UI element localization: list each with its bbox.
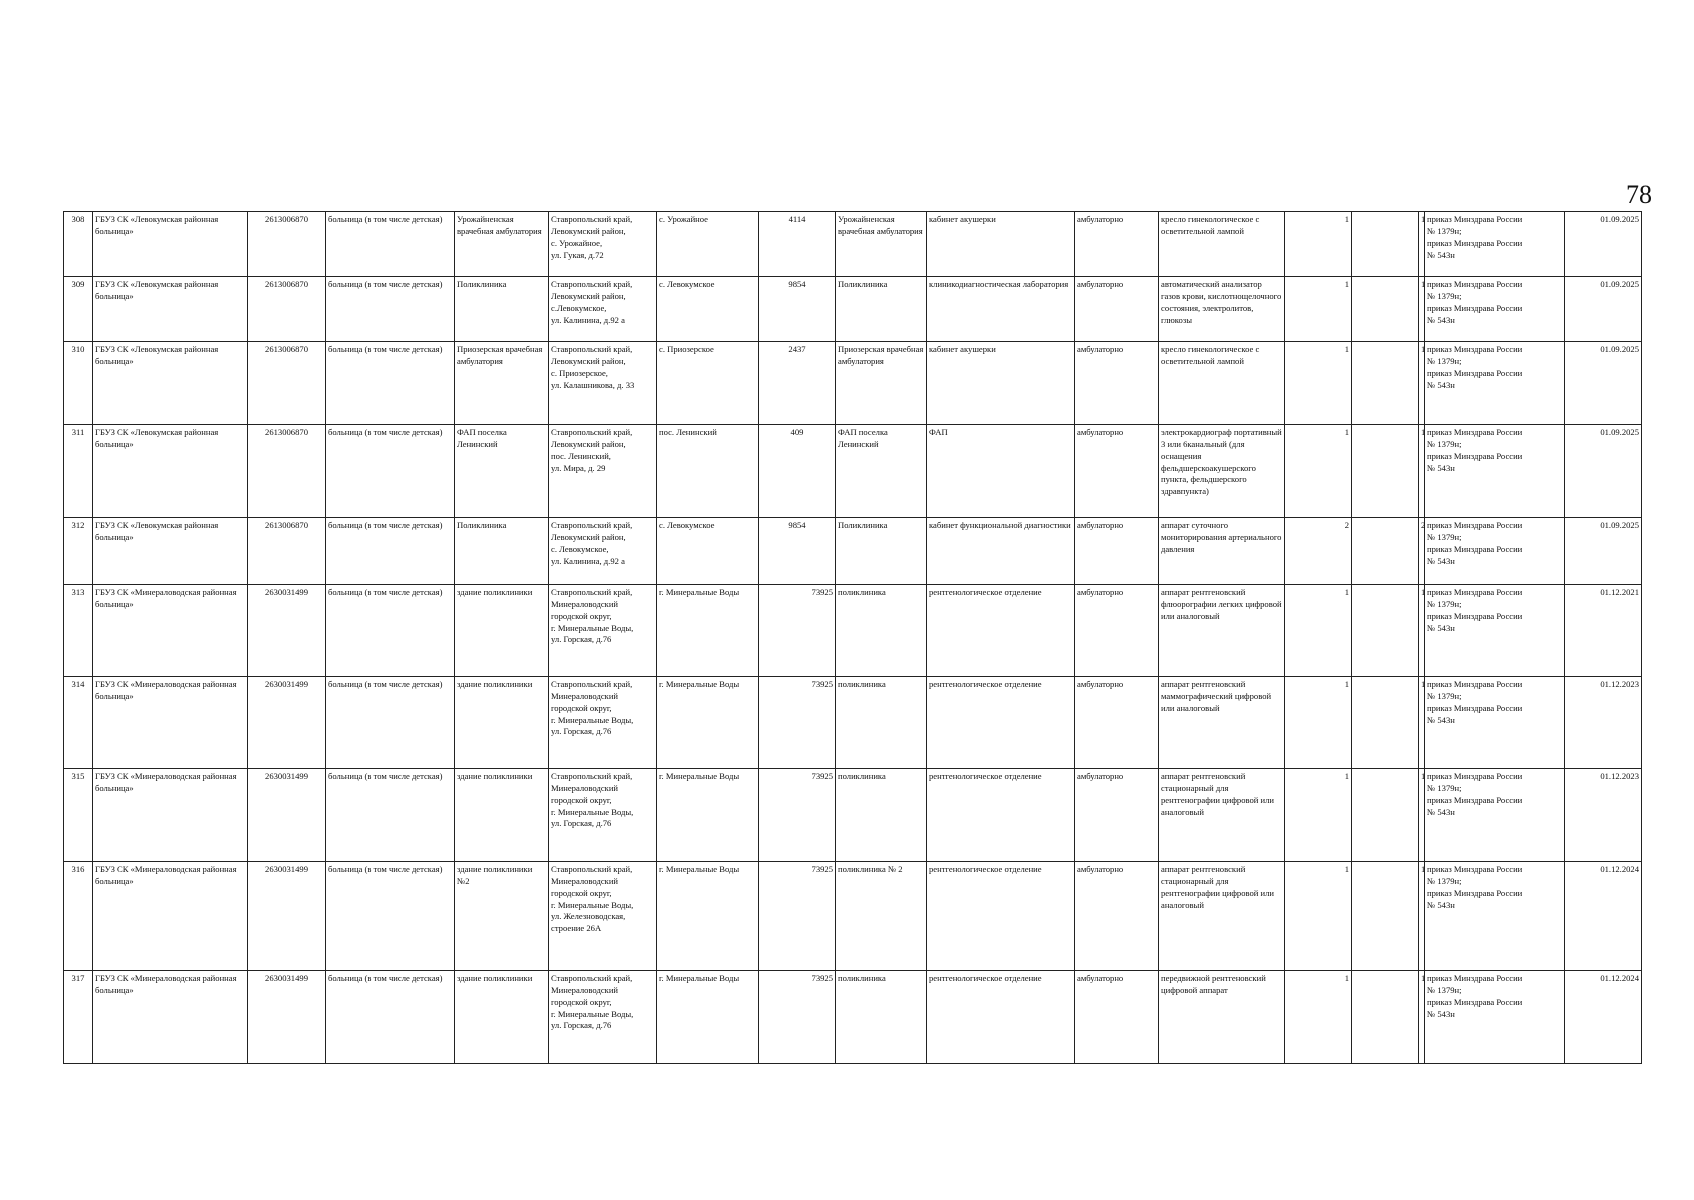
address-cell: Ставропольский край, Минераловодский городской округ, г. Минеральные Воды, ул. Железноводская, строение 26А	[549, 862, 657, 971]
table-row	[64, 277, 1642, 342]
equipment-cell: аппарат рентгеновский флюорографии легких цифровой или аналоговый	[1159, 585, 1285, 677]
building-cell: Поликлиника	[455, 277, 549, 342]
quantity-total-cell: 2	[1419, 518, 1425, 585]
order-cell: приказ Минздрава России № 1379н; приказ Минздрава России № 543н	[1425, 212, 1565, 277]
quantity-cell: 1	[1285, 971, 1352, 1064]
equipment-cell: автоматический анализатор газов крови, кислотнощелочного состояния, электролитов, глюкозы	[1159, 277, 1285, 342]
table-row	[64, 425, 1642, 518]
quantity-blank-cell	[1352, 425, 1419, 518]
settlement-cell: г. Минеральные Воды	[657, 585, 759, 677]
care-mode-cell: амбулаторно	[1075, 518, 1159, 585]
facility-type-cell: больница (в том числе детская)	[326, 769, 455, 862]
quantity-cell: 1	[1285, 342, 1352, 425]
equipment-cell: электрокардиограф портативный 3 или 6канальный (для оснащения фельдшерскоакушерского пункта, фельдшерского здравпункта)	[1159, 425, 1285, 518]
equipment-cell: аппарат рентгеновский маммографический цифровой или аналоговый	[1159, 677, 1285, 769]
date-cell: 01.12.2023	[1565, 677, 1642, 769]
department-cell: кабинет акушерки	[927, 342, 1075, 425]
quantity-blank-cell	[1352, 342, 1419, 425]
equipment-table-wrapper	[63, 211, 1641, 1064]
date-cell: 01.09.2025	[1565, 277, 1642, 342]
settlement-cell: с. Левокумское	[657, 518, 759, 585]
address-cell: Ставропольский край, Минераловодский городской округ, г. Минеральные Воды, ул. Горская, д.76	[549, 769, 657, 862]
facility-type-cell: больница (в том числе детская)	[326, 425, 455, 518]
unit-cell: Поликлиника	[836, 277, 927, 342]
quantity-blank-cell	[1352, 769, 1419, 862]
equipment-cell: аппарат рентгеновский стационарный для рентгенографии цифровой или аналоговый	[1159, 862, 1285, 971]
date-cell: 01.12.2024	[1565, 862, 1642, 971]
unit-cell: поликлиника	[836, 677, 927, 769]
date-cell: 01.09.2025	[1565, 518, 1642, 585]
quantity-blank-cell	[1352, 677, 1419, 769]
quantity-cell: 1	[1285, 585, 1352, 677]
quantity-total-cell: 1	[1419, 212, 1425, 277]
building-cell: ФАП поселка Ленинский	[455, 425, 549, 518]
department-cell: ФАП	[927, 425, 1075, 518]
organization-cell: ГБУЗ СК «Левокумская районная больница»	[93, 212, 248, 277]
table-row	[64, 518, 1642, 585]
address-cell: Ставропольский край, Минераловодский городской округ, г. Минеральные Воды, ул. Горская, д.76	[549, 971, 657, 1064]
unit-cell: поликлиника	[836, 971, 927, 1064]
quantity-blank-cell	[1352, 518, 1419, 585]
quantity-blank-cell	[1352, 971, 1419, 1064]
department-cell: кабинет функциональной диагностики	[927, 518, 1075, 585]
unit-cell: поликлиника № 2	[836, 862, 927, 971]
quantity-total-cell: 1	[1419, 769, 1425, 862]
address-cell: Ставропольский край, Минераловодский городской округ, г. Минеральные Воды, ул. Горская, д.76	[549, 677, 657, 769]
table-row	[64, 212, 1642, 277]
row-number-cell: 315	[64, 769, 93, 862]
organization-cell: ГБУЗ СК «Минераловодская районная больница»	[93, 585, 248, 677]
quantity-cell: 1	[1285, 769, 1352, 862]
date-cell: 01.12.2021	[1565, 585, 1642, 677]
care-mode-cell: амбулаторно	[1075, 769, 1159, 862]
organization-cell: ГБУЗ СК «Левокумская районная больница»	[93, 342, 248, 425]
settlement-cell: с. Левокумское	[657, 277, 759, 342]
facility-type-cell: больница (в том числе детская)	[326, 585, 455, 677]
inn-cell: 2630031499	[248, 769, 326, 862]
department-cell: рентгенологическое отделение	[927, 769, 1075, 862]
row-number-cell: 311	[64, 425, 93, 518]
facility-type-cell: больница (в том числе детская)	[326, 277, 455, 342]
inn-cell: 2630031499	[248, 971, 326, 1064]
order-cell: приказ Минздрава России № 1379н; приказ Минздрава России № 543н	[1425, 769, 1565, 862]
care-mode-cell: амбулаторно	[1075, 971, 1159, 1064]
quantity-blank-cell	[1352, 585, 1419, 677]
population-cell: 73925	[759, 971, 836, 1064]
settlement-cell: с. Урожайное	[657, 212, 759, 277]
equipment-cell: передвижной рентгеновский цифровой аппарат	[1159, 971, 1285, 1064]
population-cell: 73925	[759, 862, 836, 971]
unit-cell: поликлиника	[836, 769, 927, 862]
unit-cell: Приозерская врачебная амбулатория	[836, 342, 927, 425]
settlement-cell: г. Минеральные Воды	[657, 862, 759, 971]
unit-cell: Поликлиника	[836, 518, 927, 585]
department-cell: рентгенологическое отделение	[927, 585, 1075, 677]
building-cell: здание поликлиники	[455, 677, 549, 769]
date-cell: 01.09.2025	[1565, 342, 1642, 425]
row-number-cell: 314	[64, 677, 93, 769]
equipment-cell: кресло гинекологическое с осветительной лампой	[1159, 212, 1285, 277]
care-mode-cell: амбулаторно	[1075, 342, 1159, 425]
order-cell: приказ Минздрава России № 1379н; приказ Минздрава России № 543н	[1425, 277, 1565, 342]
population-cell: 73925	[759, 677, 836, 769]
order-cell: приказ Минздрава России № 1379н; приказ Минздрава России № 543н	[1425, 342, 1565, 425]
date-cell: 01.12.2024	[1565, 971, 1642, 1064]
date-cell: 01.12.2023	[1565, 769, 1642, 862]
quantity-total-cell: 1	[1419, 585, 1425, 677]
table-row	[64, 585, 1642, 677]
care-mode-cell: амбулаторно	[1075, 677, 1159, 769]
equipment-cell: кресло гинекологическое с осветительной лампой	[1159, 342, 1285, 425]
equipment-table	[63, 211, 1642, 1064]
address-cell: Ставропольский край, Левокумский район, с. Приозерское, ул. Калашникова, д. 33	[549, 342, 657, 425]
facility-type-cell: больница (в том числе детская)	[326, 971, 455, 1064]
quantity-total-cell: 1	[1419, 677, 1425, 769]
table-row	[64, 677, 1642, 769]
quantity-cell: 1	[1285, 677, 1352, 769]
population-cell: 9854	[759, 277, 836, 342]
row-number-cell: 312	[64, 518, 93, 585]
unit-cell: Урожайненская врачебная амбулатория	[836, 212, 927, 277]
table-body	[64, 212, 1642, 1064]
organization-cell: ГБУЗ СК «Минераловодская районная больница»	[93, 769, 248, 862]
building-cell: Поликлиника	[455, 518, 549, 585]
settlement-cell: пос. Ленинский	[657, 425, 759, 518]
quantity-total-cell: 1	[1419, 425, 1425, 518]
settlement-cell: г. Минеральные Воды	[657, 769, 759, 862]
organization-cell: ГБУЗ СК «Левокумская районная больница»	[93, 518, 248, 585]
inn-cell: 2613006870	[248, 425, 326, 518]
quantity-total-cell: 1	[1419, 342, 1425, 425]
order-cell: приказ Минздрава России № 1379н; приказ Минздрава России № 543н	[1425, 862, 1565, 971]
quantity-cell: 1	[1285, 277, 1352, 342]
building-cell: здание поликлиники	[455, 769, 549, 862]
department-cell: рентгенологическое отделение	[927, 862, 1075, 971]
row-number-cell: 309	[64, 277, 93, 342]
department-cell: рентгенологическое отделение	[927, 677, 1075, 769]
care-mode-cell: амбулаторно	[1075, 277, 1159, 342]
unit-cell: поликлиника	[836, 585, 927, 677]
department-cell: клиникодиагностическая лаборатория	[927, 277, 1075, 342]
population-cell: 4114	[759, 212, 836, 277]
population-cell: 73925	[759, 769, 836, 862]
date-cell: 01.09.2025	[1565, 212, 1642, 277]
population-cell: 409	[759, 425, 836, 518]
facility-type-cell: больница (в том числе детская)	[326, 862, 455, 971]
organization-cell: ГБУЗ СК «Минераловодская районная больница»	[93, 677, 248, 769]
equipment-cell: аппарат рентгеновский стационарный для рентгенографии цифровой или аналоговый	[1159, 769, 1285, 862]
facility-type-cell: больница (в том числе детская)	[326, 677, 455, 769]
quantity-total-cell: 1	[1419, 862, 1425, 971]
order-cell: приказ Минздрава России № 1379н; приказ Минздрава России № 543н	[1425, 971, 1565, 1064]
building-cell: Урожайненская врачебная амбулатория	[455, 212, 549, 277]
unit-cell: ФАП поселка Ленинский	[836, 425, 927, 518]
building-cell: здание поликлиники	[455, 585, 549, 677]
inn-cell: 2613006870	[248, 342, 326, 425]
quantity-blank-cell	[1352, 277, 1419, 342]
quantity-cell: 1	[1285, 862, 1352, 971]
care-mode-cell: амбулаторно	[1075, 862, 1159, 971]
table-row	[64, 862, 1642, 971]
settlement-cell: г. Минеральные Воды	[657, 677, 759, 769]
date-cell: 01.09.2025	[1565, 425, 1642, 518]
table-row	[64, 342, 1642, 425]
inn-cell: 2613006870	[248, 277, 326, 342]
row-number-cell: 310	[64, 342, 93, 425]
address-cell: Ставропольский край, Левокумский район, с.Левокумское, ул. Калинина, д.92 а	[549, 277, 657, 342]
building-cell: здание поликлиники №2	[455, 862, 549, 971]
facility-type-cell: больница (в том числе детская)	[326, 342, 455, 425]
inn-cell: 2630031499	[248, 677, 326, 769]
table-row	[64, 769, 1642, 862]
row-number-cell: 308	[64, 212, 93, 277]
row-number-cell: 316	[64, 862, 93, 971]
quantity-blank-cell	[1352, 212, 1419, 277]
row-number-cell: 317	[64, 971, 93, 1064]
order-cell: приказ Минздрава России № 1379н; приказ Минздрава России № 543н	[1425, 677, 1565, 769]
address-cell: Ставропольский край, Левокумский район, с. Левокумское, ул. Калинина, д.92 а	[549, 518, 657, 585]
care-mode-cell: амбулаторно	[1075, 585, 1159, 677]
page-number: 78	[1626, 180, 1652, 209]
population-cell: 9854	[759, 518, 836, 585]
inn-cell: 2613006870	[248, 212, 326, 277]
quantity-total-cell: 1	[1419, 971, 1425, 1064]
row-number-cell: 313	[64, 585, 93, 677]
department-cell: кабинет акушерки	[927, 212, 1075, 277]
quantity-total-cell: 1	[1419, 277, 1425, 342]
department-cell: рентгенологическое отделение	[927, 971, 1075, 1064]
organization-cell: ГБУЗ СК «Левокумская районная больница»	[93, 277, 248, 342]
building-cell: Приозерская врачебная амбулатория	[455, 342, 549, 425]
facility-type-cell: больница (в том числе детская)	[326, 518, 455, 585]
order-cell: приказ Минздрава России № 1379н; приказ Минздрава России № 543н	[1425, 518, 1565, 585]
address-cell: Ставропольский край, Левокумский район, с. Урожайное, ул. Гукая, д.72	[549, 212, 657, 277]
table-row	[64, 971, 1642, 1064]
quantity-blank-cell	[1352, 862, 1419, 971]
care-mode-cell: амбулаторно	[1075, 212, 1159, 277]
care-mode-cell: амбулаторно	[1075, 425, 1159, 518]
quantity-cell: 2	[1285, 518, 1352, 585]
inn-cell: 2613006870	[248, 518, 326, 585]
population-cell: 2437	[759, 342, 836, 425]
inn-cell: 2630031499	[248, 862, 326, 971]
facility-type-cell: больница (в том числе детская)	[326, 212, 455, 277]
inn-cell: 2630031499	[248, 585, 326, 677]
settlement-cell: г. Минеральные Воды	[657, 971, 759, 1064]
quantity-cell: 1	[1285, 212, 1352, 277]
order-cell: приказ Минздрава России № 1379н; приказ Минздрава России № 543н	[1425, 425, 1565, 518]
population-cell: 73925	[759, 585, 836, 677]
quantity-cell: 1	[1285, 425, 1352, 518]
organization-cell: ГБУЗ СК «Минераловодская районная больница»	[93, 971, 248, 1064]
order-cell: приказ Минздрава России № 1379н; приказ Минздрава России № 543н	[1425, 585, 1565, 677]
organization-cell: ГБУЗ СК «Минераловодская районная больница»	[93, 862, 248, 971]
organization-cell: ГБУЗ СК «Левокумская районная больница»	[93, 425, 248, 518]
address-cell: Ставропольский край, Минераловодский городской округ, г. Минеральные Воды, ул. Горская, д.76	[549, 585, 657, 677]
settlement-cell: с. Приозерское	[657, 342, 759, 425]
address-cell: Ставропольский край, Левокумский район, пос. Ленинский, ул. Мира, д. 29	[549, 425, 657, 518]
building-cell: здание поликлиники	[455, 971, 549, 1064]
equipment-cell: аппарат суточного мониторирования артериального давления	[1159, 518, 1285, 585]
